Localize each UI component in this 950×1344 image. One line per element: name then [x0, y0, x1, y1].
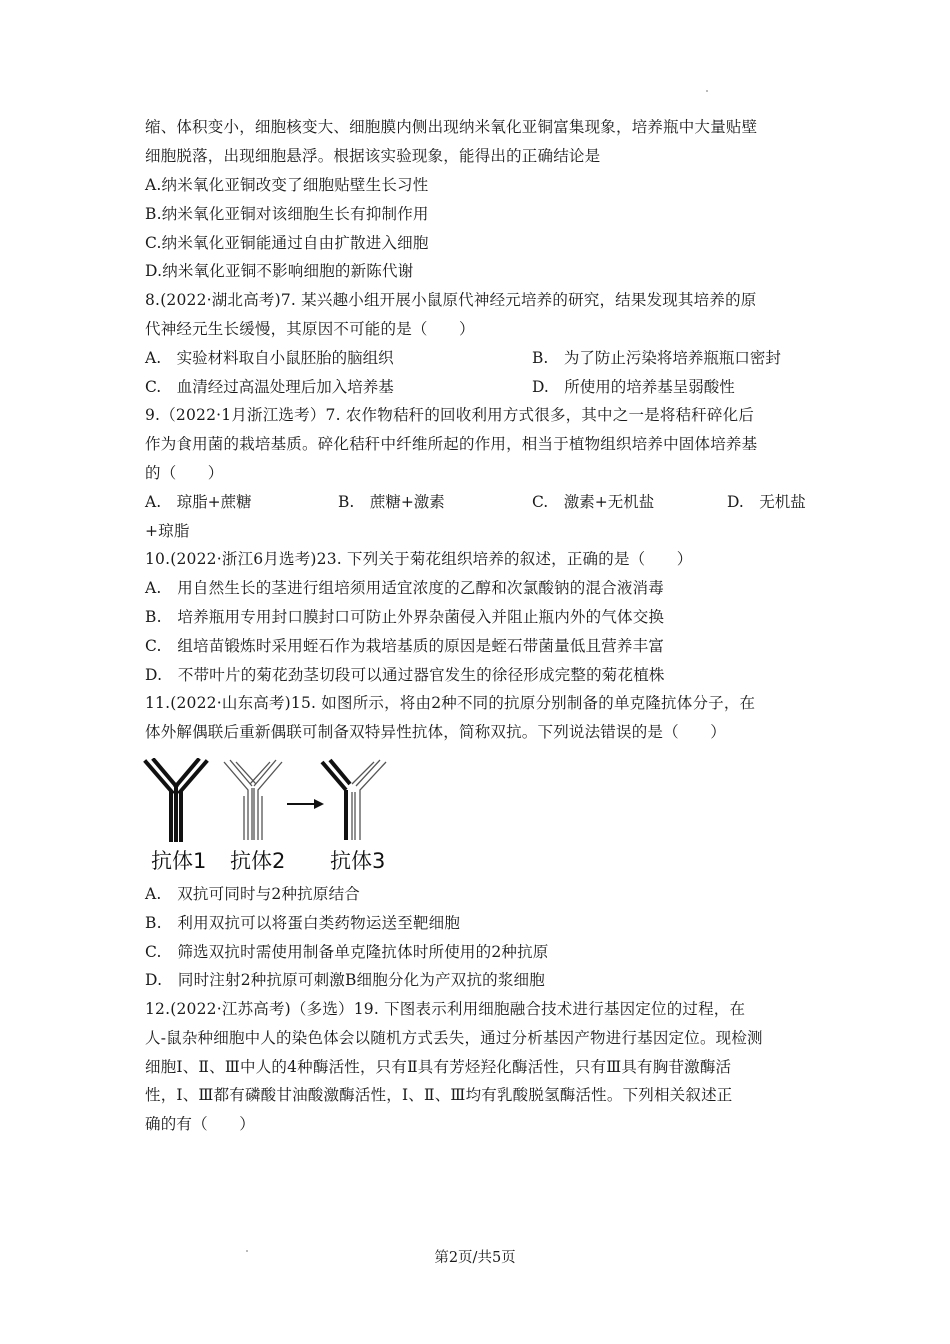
antibody-2-label: 抗体2: [230, 849, 286, 873]
q10-option-d: D. 不带叶片的菊花劲茎切段可以通过器官发生的徐径形成完整的菊花植株: [145, 666, 665, 684]
q11-option-b: B. 利用双抗可以将蛋白类药物运送至靶细胞: [145, 914, 461, 932]
antibody-3-shape: [322, 760, 386, 840]
q11-stem-line-2: 体外解偶联后重新偶联可制备双特异性抗体，简称双抗。下列说法错误的是（ ）: [145, 723, 726, 741]
antibody-1-shape: [146, 760, 206, 840]
q7-option-c: C.纳米氧化亚铜能通过自由扩散进入细胞: [145, 234, 429, 252]
q8-option-c: C. 血清经过高温处理后加入培养基: [145, 378, 394, 396]
antibody-3-label: 抗体3: [330, 849, 386, 873]
q12-stem-line-5: 确的有（ ）: [145, 1115, 255, 1133]
q8-option-a: A. 实验材料取自小鼠胚胎的脑组织: [145, 349, 394, 367]
q9-option-a: A. 琼脂+蔗糖: [145, 493, 252, 511]
q10-option-b: B. 培养瓶用专用封口膜封口可防止外界杂菌侵入并阻止瓶内外的气体交换: [145, 608, 665, 626]
q9-stem-line-2: 作为食用菌的栽培基质。碎化秸秆中纤维所起的作用，相当于植物组织培养中固体培养基: [145, 435, 758, 453]
q7-option-d: D.纳米氧化亚铜不影响细胞的新陈代谢: [145, 262, 414, 280]
q8-option-b: B. 为了防止污染将培养瓶瓶口密封: [532, 349, 781, 367]
q7-option-a: A.纳米氧化亚铜改变了细胞贴壁生长习性: [145, 176, 429, 194]
q9-option-d-continued: +琼脂: [145, 522, 190, 540]
q10-option-c: C. 组培苗锻炼时采用蛭石作为栽培基质的原因是蛭石带菌量低且营养丰富: [145, 637, 665, 655]
antibody-2-shape: [224, 760, 282, 840]
q12-stem-line-3: 细胞Ⅰ、Ⅱ、Ⅲ中人的4种酶活性，只有Ⅱ具有芳烃羟化酶活性，只有Ⅲ具有胸苷激酶活: [145, 1058, 732, 1076]
q9-option-b: B. 蔗糖+激素: [338, 493, 445, 511]
q9-stem-line-1: 9.（2022·1月浙江选考）7. 农作物秸秆的回收利用方式很多，其中之一是将秸秆碎化后: [145, 406, 755, 424]
q11-stem-line-1: 11.(2022·山东高考)15. 如图所示，将由2种不同的抗原分别制备的单克隆抗体分子，在: [145, 694, 756, 712]
q10-option-a: A. 用自然生长的茎进行组培须用适宜浓度的乙醇和次氯酸钠的混合液消毒: [145, 579, 664, 597]
q11-option-a: A. 双抗可同时与2种抗原结合: [145, 885, 360, 903]
antibody-1-label: 抗体1: [151, 849, 207, 873]
q9-option-c: C. 激素+无机盐: [532, 493, 655, 511]
q10-stem: 10.(2022·浙江6月选考)23. 下列关于菊花组织培养的叙述，正确的是（ ）: [145, 550, 693, 568]
q12-stem-line-1: 12.(2022·江苏高考)（多选）19. 下图表示利用细胞融合技术进行基因定位的过程，在: [145, 1000, 746, 1018]
q9-option-d: D. 无机盐: [727, 493, 806, 511]
q7-text-line-2: 细胞脱落，出现细胞悬浮。根据该实验现象，能得出的正确结论是: [145, 147, 601, 165]
q12-stem-line-4: 性，Ⅰ、Ⅲ都有磷酸甘油酸激酶活性，Ⅰ、Ⅱ、Ⅲ均有乳酸脱氢酶活性。下列相关叙述正: [145, 1086, 733, 1104]
scan-speck: [706, 90, 708, 92]
q9-stem-line-3: 的（ ）: [145, 464, 224, 482]
q7-option-b: B.纳米氧化亚铜对该细胞生长有抑制作用: [145, 205, 429, 223]
q12-stem-line-2: 人-鼠杂种细胞中人的染色体会以随机方式丢失，通过分析基因产物进行基因定位。现检测: [145, 1029, 763, 1047]
scan-speck: [246, 1250, 248, 1252]
q11-option-d: D. 同时注射2种抗原可刺激B细胞分化为产双抗的浆细胞: [145, 971, 545, 989]
q8-stem-line-2: 代神经元生长缓慢，其原因不可能的是（ ）: [145, 320, 475, 338]
page-number: 第2页/共5页: [434, 1250, 516, 1266]
q11-option-c: C. 筛选双抗时需使用制备单克隆抗体时所使用的2种抗原: [145, 943, 549, 961]
q8-stem-line-1: 8.(2022·湖北高考)7. 某兴趣小组开展小鼠原代神经元培养的研究，结果发现其培养的原: [145, 291, 757, 309]
arrow-right-icon: [287, 799, 324, 809]
q8-option-d: D. 所使用的培养基呈弱酸性: [532, 378, 735, 396]
q7-text-line-1: 缩、体积变小，细胞核变大、细胞膜内侧出现纳米氧化亚铜富集现象，培养瓶中大量贴壁: [145, 118, 758, 136]
